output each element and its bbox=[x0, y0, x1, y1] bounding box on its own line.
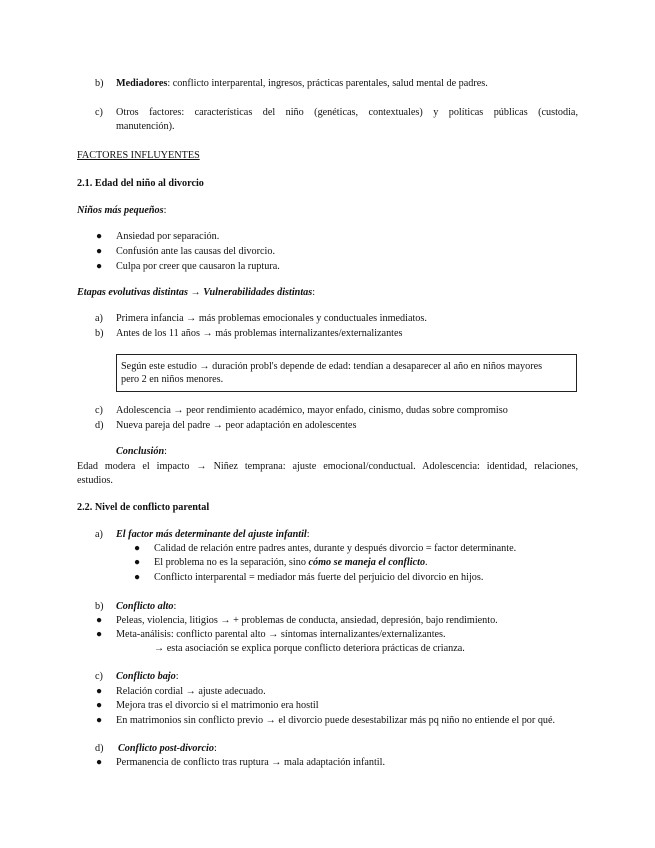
list-item bbox=[116, 77, 488, 90]
section-heading: FACTORES INFLUYENTES bbox=[77, 150, 200, 161]
subheading: Conflicto bajo: bbox=[116, 671, 179, 682]
paragraph-line: manutención). bbox=[116, 121, 175, 132]
paragraph-line: Otros factores: características del niño (genéticas, contextuales) y políticas públicas (custodia, bbox=[116, 107, 578, 118]
list-item: Confusión ante las causas del divorcio. bbox=[116, 246, 276, 257]
subheading: Conflicto post-divorcio: bbox=[118, 743, 217, 754]
list-item-text: : conflicto interparental, ingresos, prácticas parentales, salud mental de padres. bbox=[167, 78, 488, 89]
bullet-icon: ● bbox=[96, 231, 103, 242]
list-item: Antes de los 11 años → más problemas internalizantes/externalizantes bbox=[116, 328, 403, 339]
list-marker: b) bbox=[95, 328, 104, 339]
list-marker: a) bbox=[95, 529, 103, 540]
bullet-icon: ● bbox=[134, 543, 141, 554]
list-item: Adolescencia → peor rendimiento académico, mayor enfado, cinismo, dudas sobre compromiso bbox=[116, 405, 508, 416]
list-marker: d) bbox=[95, 743, 104, 754]
list-item: En matrimonios sin conflicto previo → el divorcio puede desestabilizar más pq niño no entiende el por qué. bbox=[116, 715, 556, 726]
subheading: El factor más determinante del ajuste infantil: bbox=[116, 529, 310, 540]
list-marker: c) bbox=[95, 671, 103, 682]
list-item: Culpa por creer que causaron la ruptura. bbox=[116, 261, 280, 272]
list-item: Calidad de relación entre padres antes, durante y después divorcio = factor determinante. bbox=[154, 543, 517, 554]
list-item: El problema no es la separación, sino cómo se maneja el conflicto. bbox=[154, 557, 428, 568]
bullet-icon: ● bbox=[96, 757, 103, 768]
bullet-icon: ● bbox=[96, 261, 103, 272]
paragraph-line: Edad modera el impacto → Niñez temprana: ajuste emocional/conductual. Adolescencia: identidad, relaciones, bbox=[77, 461, 578, 472]
list-item: Peleas, violencia, litigios → + problemas de conducta, ansiedad, depresión, bajo rendimiento. bbox=[116, 615, 498, 626]
list-marker: b) bbox=[95, 601, 104, 612]
list-item: Meta-análisis: conflicto parental alto → síntomas internalizantes/externalizantes. bbox=[116, 629, 446, 640]
bullet-icon: ● bbox=[96, 686, 103, 697]
list-item: Mejora tras el divorcio si el matrimonio era hostil bbox=[116, 700, 319, 711]
bold-term: Mediadores bbox=[116, 78, 168, 89]
subheading: Conclusión: bbox=[116, 446, 167, 457]
list-marker: d) bbox=[95, 420, 104, 431]
list-marker: c) bbox=[95, 107, 103, 118]
list-item: Nueva pareja del padre → peor adaptación en adolescentes bbox=[116, 420, 357, 431]
list-item: Primera infancia → más problemas emocionales y conductuales inmediatos. bbox=[116, 313, 427, 324]
bullet-icon: ● bbox=[134, 557, 141, 568]
note-line: Según este estudio → duración probl's depende de edad: tendían a desaparecer al año en niños mayores bbox=[121, 361, 543, 372]
subsection-title: 2.1. Edad del niño al divorcio bbox=[77, 178, 204, 189]
list-item: Relación cordial → ajuste adecuado. bbox=[116, 686, 266, 697]
bullet-icon: ● bbox=[96, 615, 103, 626]
list-item: Ansiedad por separación. bbox=[116, 231, 220, 242]
bullet-icon: ● bbox=[96, 629, 103, 640]
list-subitem: → esta asociación se explica porque conflicto deteriora prácticas de crianza. bbox=[154, 643, 465, 654]
list-item: Conflicto interparental = mediador más fuerte del perjuicio del divorcio en hijos. bbox=[154, 572, 484, 583]
bullet-icon: ● bbox=[134, 572, 141, 583]
subheading: Niños más pequeños: bbox=[77, 205, 167, 216]
paragraph-line: estudios. bbox=[77, 475, 113, 486]
subheading: Etapas evolutivas distintas → Vulnerabilidades distintas: bbox=[77, 287, 316, 298]
note-line: pero 2 en niños menores. bbox=[121, 374, 224, 385]
subheading: Conflicto alto: bbox=[116, 601, 177, 612]
list-item: Permanencia de conflicto tras ruptura → mala adaptación infantil. bbox=[116, 757, 386, 768]
bullet-icon: ● bbox=[96, 700, 103, 711]
subsection-title: 2.2. Nivel de conflicto parental bbox=[77, 502, 210, 513]
list-marker: c) bbox=[95, 405, 103, 416]
list-marker: a) bbox=[95, 313, 103, 324]
list-marker: b) bbox=[95, 78, 104, 89]
bullet-icon: ● bbox=[96, 246, 103, 257]
bullet-icon: ● bbox=[96, 715, 103, 726]
